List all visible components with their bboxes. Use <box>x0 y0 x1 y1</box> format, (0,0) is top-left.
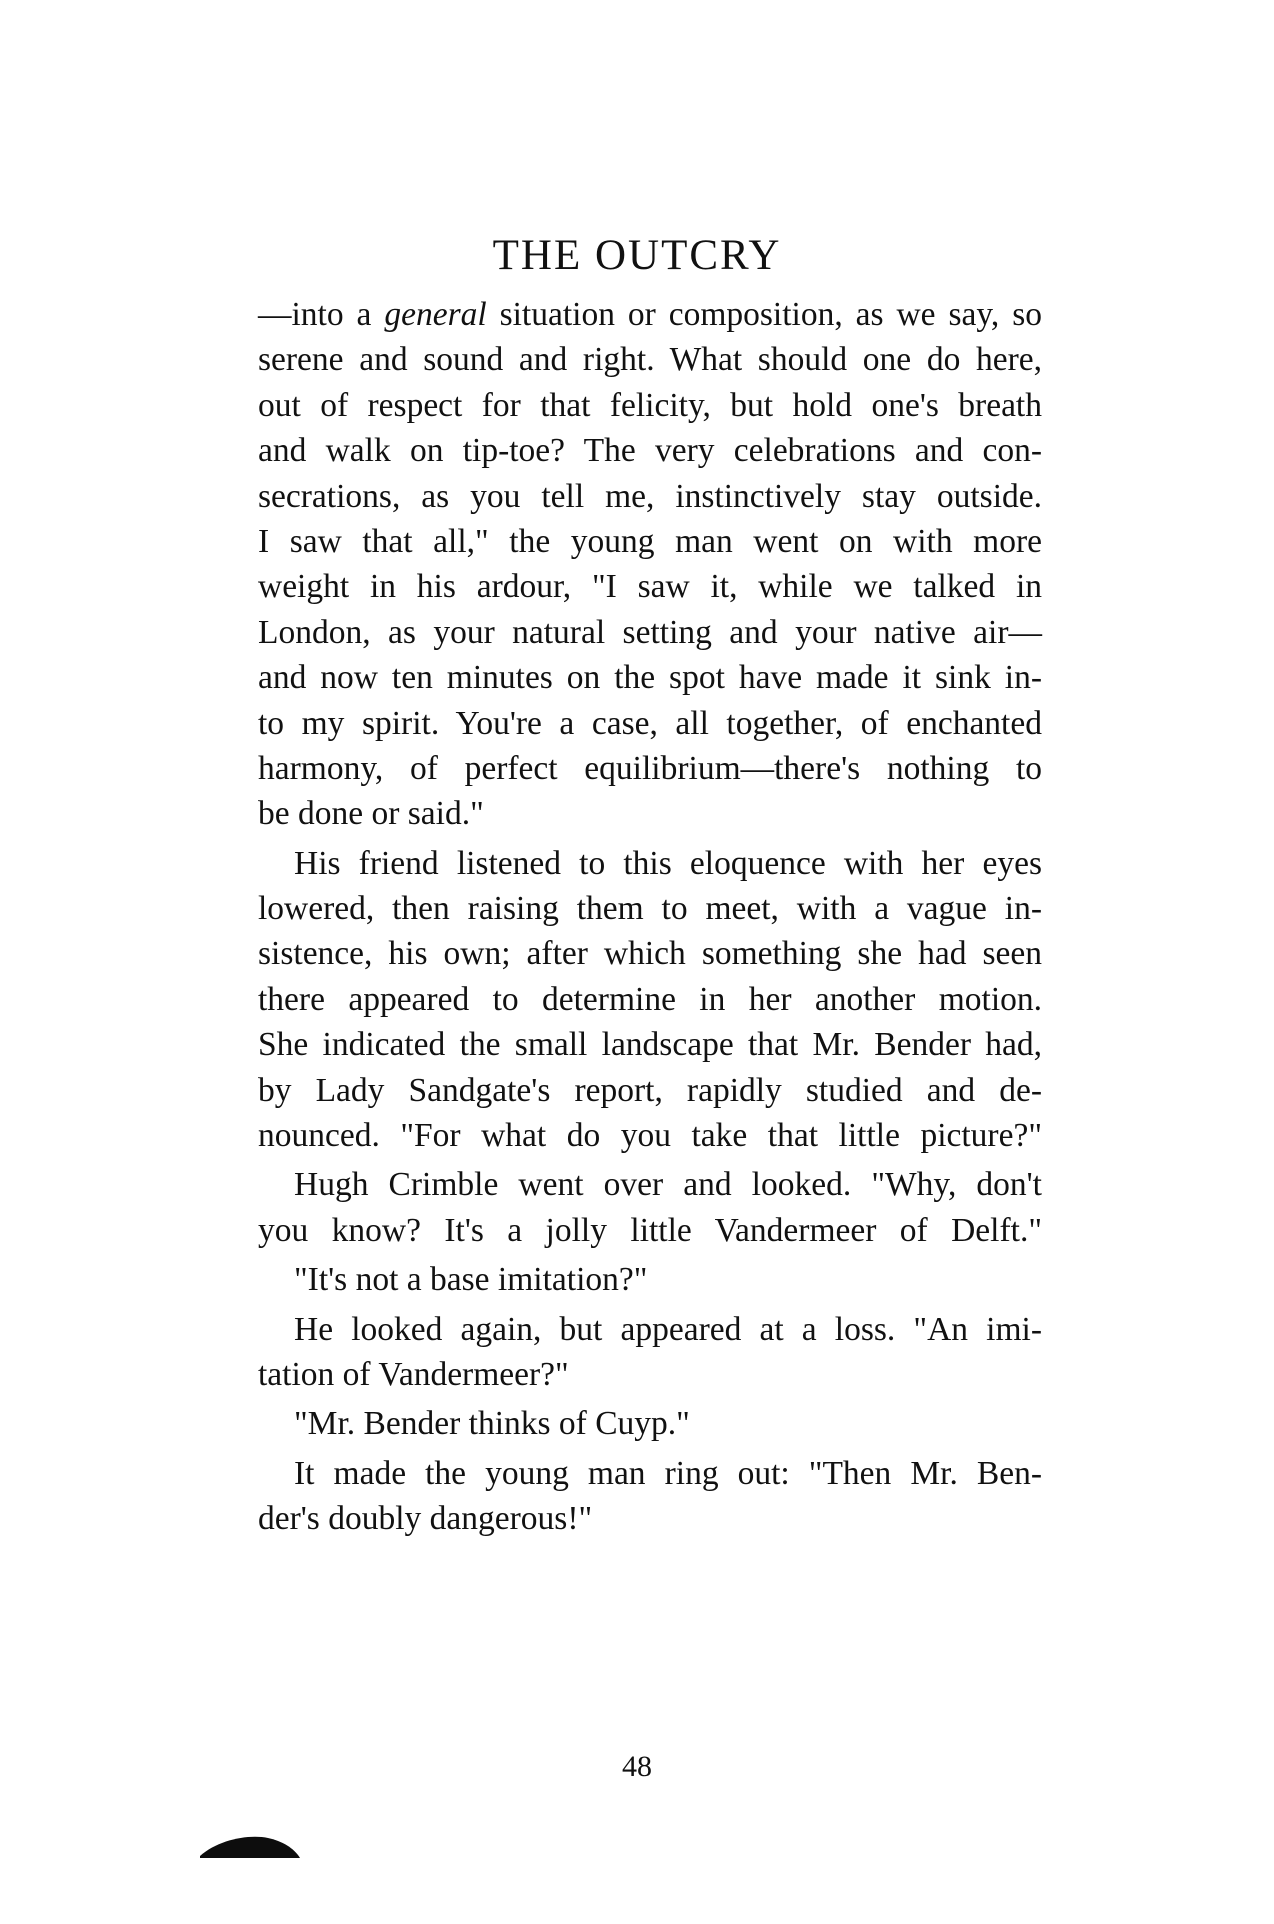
text-line: I saw that all," the young man went on with more <box>258 522 1042 560</box>
text-line: nounced. "For what do you take that little picture?" <box>258 1117 1042 1155</box>
text-line: lowered, then raising them to meet, with a vague in- <box>258 890 1042 928</box>
text-line: She indicated the small landscape that Mr. Bender had, <box>258 1026 1042 1064</box>
text-line: and now ten minutes on the spot have made it sink in- <box>258 659 1042 697</box>
text-line: "Mr. Bender thinks of Cuyp." <box>294 1405 690 1443</box>
ink-smudge <box>198 1830 302 1860</box>
text-line: sistence, his own; after which something she had seen <box>258 935 1042 973</box>
paragraph-5 <box>258 1307 1042 1398</box>
text-line: weight in his ardour, "I saw it, while we talked in <box>258 568 1042 606</box>
text-line: secrations, as you tell me, instinctively stay outside. <box>258 477 1042 515</box>
text-line: by Lady Sandgate's report, rapidly studied and de- <box>258 1071 1042 1109</box>
paragraph-2 <box>258 841 1042 1159</box>
text-line: His friend listened to this eloquence with her eyes <box>294 844 1042 882</box>
text-line: —into a general situation or composition, as we say, so <box>258 296 1042 333</box>
text-line: you know? It's a jolly little Vandermeer of Delft." <box>258 1211 1042 1249</box>
text-line: be done or said." <box>258 795 484 833</box>
text-line: serene and sound and right. What should one do here, <box>258 341 1042 379</box>
text-line: there appeared to determine in her another motion. <box>258 980 1042 1018</box>
text-line: and walk on tip-toe? The very celebrations and con- <box>258 432 1042 470</box>
text-line: der's doubly dangerous!" <box>258 1500 593 1538</box>
paragraph-6 <box>258 1401 1042 1446</box>
body-text <box>258 292 1042 1542</box>
paragraph-7 <box>258 1451 1042 1542</box>
text-line: tation of Vandermeer?" <box>258 1355 569 1393</box>
text-line: He looked again, but appeared at a loss. "An imi- <box>294 1310 1042 1348</box>
emphasis: general <box>384 296 487 333</box>
paragraph-3 <box>258 1162 1042 1253</box>
paragraph-4 <box>258 1257 1042 1302</box>
running-title: THE OUTCRY <box>492 232 782 279</box>
page-number: 48 <box>622 1750 652 1783</box>
text-line: harmony, of perfect equilibrium—there's nothing to <box>258 749 1042 787</box>
text-line: Hugh Crimble went over and looked. "Why, don't <box>294 1166 1042 1204</box>
text-line: London, as your natural setting and your native air— <box>258 613 1042 651</box>
text-line: to my spirit. You're a case, all together, of enchanted <box>258 704 1042 742</box>
text-line: out of respect for that felicity, but hold one's breath <box>258 386 1042 424</box>
text-line: It made the young man ring out: "Then Mr. Ben- <box>294 1454 1042 1492</box>
paragraph-1 <box>258 292 1042 837</box>
text-line: "It's not a base imitation?" <box>294 1261 648 1299</box>
